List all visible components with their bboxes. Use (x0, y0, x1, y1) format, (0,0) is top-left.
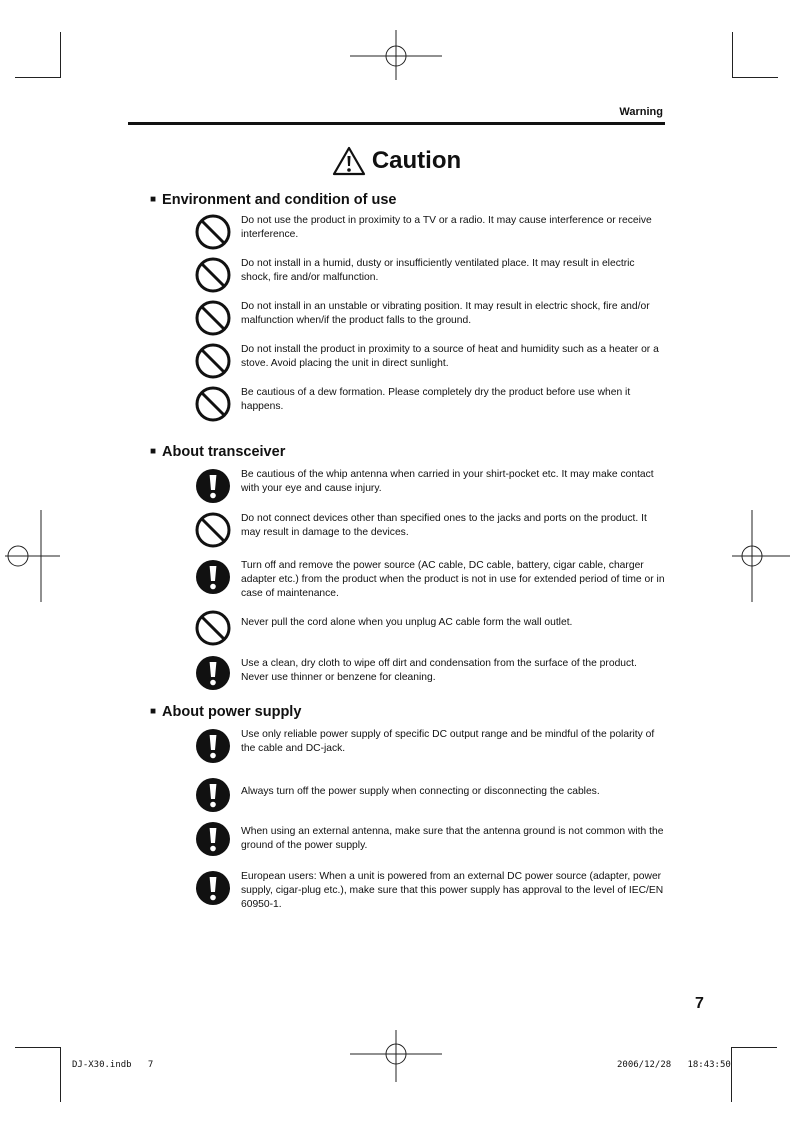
footer-timestamp: 2006/12/28 18:43:50 (617, 1060, 731, 1070)
warning-triangle-icon (332, 146, 366, 176)
caution-heading (0, 146, 793, 176)
item-text: Be cautious of a dew formation. Please completely dry the product before use when it happens. (241, 387, 631, 412)
prohibition-icon (195, 386, 231, 422)
header-rule (128, 122, 665, 125)
item-text: Turn off and remove the power source (AC cable, DC cable, battery, cigar cable, charger adapter etc.) from the product when the product is not in use for extended period of time or in case of maintenance. (241, 560, 665, 599)
crop-mark (731, 1047, 732, 1102)
registration-mark-icon (732, 510, 790, 602)
registration-mark-icon (350, 1030, 442, 1082)
prohibition-icon (195, 214, 231, 250)
footer-file: DJ-X30.indb 7 (72, 1060, 154, 1070)
item-text: Do not use the product in proximity to a TV or a radio. It may cause interference or receive interference. (241, 215, 652, 240)
item-text: Do not install the product in proximity to a source of heat and humidity such as a heater or a stove. Avoid placing the unit in direct sunlight. (241, 344, 659, 369)
section-heading-environment: ■ Environment and condition of use (150, 192, 396, 208)
crop-mark (15, 1047, 61, 1048)
item-text: Use a clean, dry cloth to wipe off dirt and condensation from the surface of the product. Never use thinner or benzene for cleaning. (241, 658, 637, 683)
prohibition-icon (195, 343, 231, 379)
item-text: Always turn off the power supply when connecting or disconnecting the cables. (241, 786, 600, 797)
prohibition-icon (195, 300, 231, 336)
caution-title: Caution (371, 147, 462, 174)
crop-mark (731, 1047, 777, 1048)
item-text: Be cautious of the whip antenna when carried in your shirt-pocket etc. It may make contact with your eye and cause injury. (241, 469, 654, 494)
item-text: Use only reliable power supply of specific DC output range and be mindful of the polarity of the cable and DC-jack. (241, 729, 655, 754)
mandatory-action-icon (195, 468, 231, 504)
crop-mark (15, 77, 61, 78)
registration-mark-icon (5, 510, 60, 602)
crop-mark (60, 32, 61, 77)
item-text: European users: When a unit is powered from an external DC power source (adapter, power supply, cigar-plug etc.), make sure that this power supply has approval to the level of IEC/EN 60950-1. (241, 871, 664, 910)
prohibition-icon (195, 610, 231, 646)
prohibition-icon (195, 257, 231, 293)
mandatory-action-icon (195, 821, 231, 857)
mandatory-action-icon (195, 559, 231, 595)
mandatory-action-icon (195, 655, 231, 691)
item-text: Do not install in a humid, dusty or insufficiently ventilated place. It may result in electric shock, fire and/or malfunction. (241, 258, 635, 283)
page-number: 7 (695, 995, 704, 1012)
item-text: Do not connect devices other than specified ones to the jacks and ports on the product. It may result in damage to the devices. (241, 513, 647, 538)
item-text: When using an external antenna, make sure that the antenna ground is not common with the ground of the power supply. (241, 826, 664, 851)
crop-mark (732, 32, 733, 77)
item-text: Never pull the cord alone when you unplug AC cable form the wall outlet. (241, 617, 573, 628)
prohibition-icon (195, 512, 231, 548)
item-text: Do not install in an unstable or vibrating position. It may result in electric shock, fire and/or malfunction when/if the product falls to the ground. (241, 301, 650, 326)
crop-mark (60, 1047, 61, 1102)
registration-mark-icon (350, 30, 442, 80)
mandatory-action-icon (195, 728, 231, 764)
header-label: Warning (619, 106, 663, 118)
section-heading-power-supply: ■ About power supply (150, 704, 301, 720)
mandatory-action-icon (195, 870, 231, 906)
crop-mark (732, 77, 778, 78)
mandatory-action-icon (195, 777, 231, 813)
section-heading-transceiver: ■ About transceiver (150, 444, 285, 460)
